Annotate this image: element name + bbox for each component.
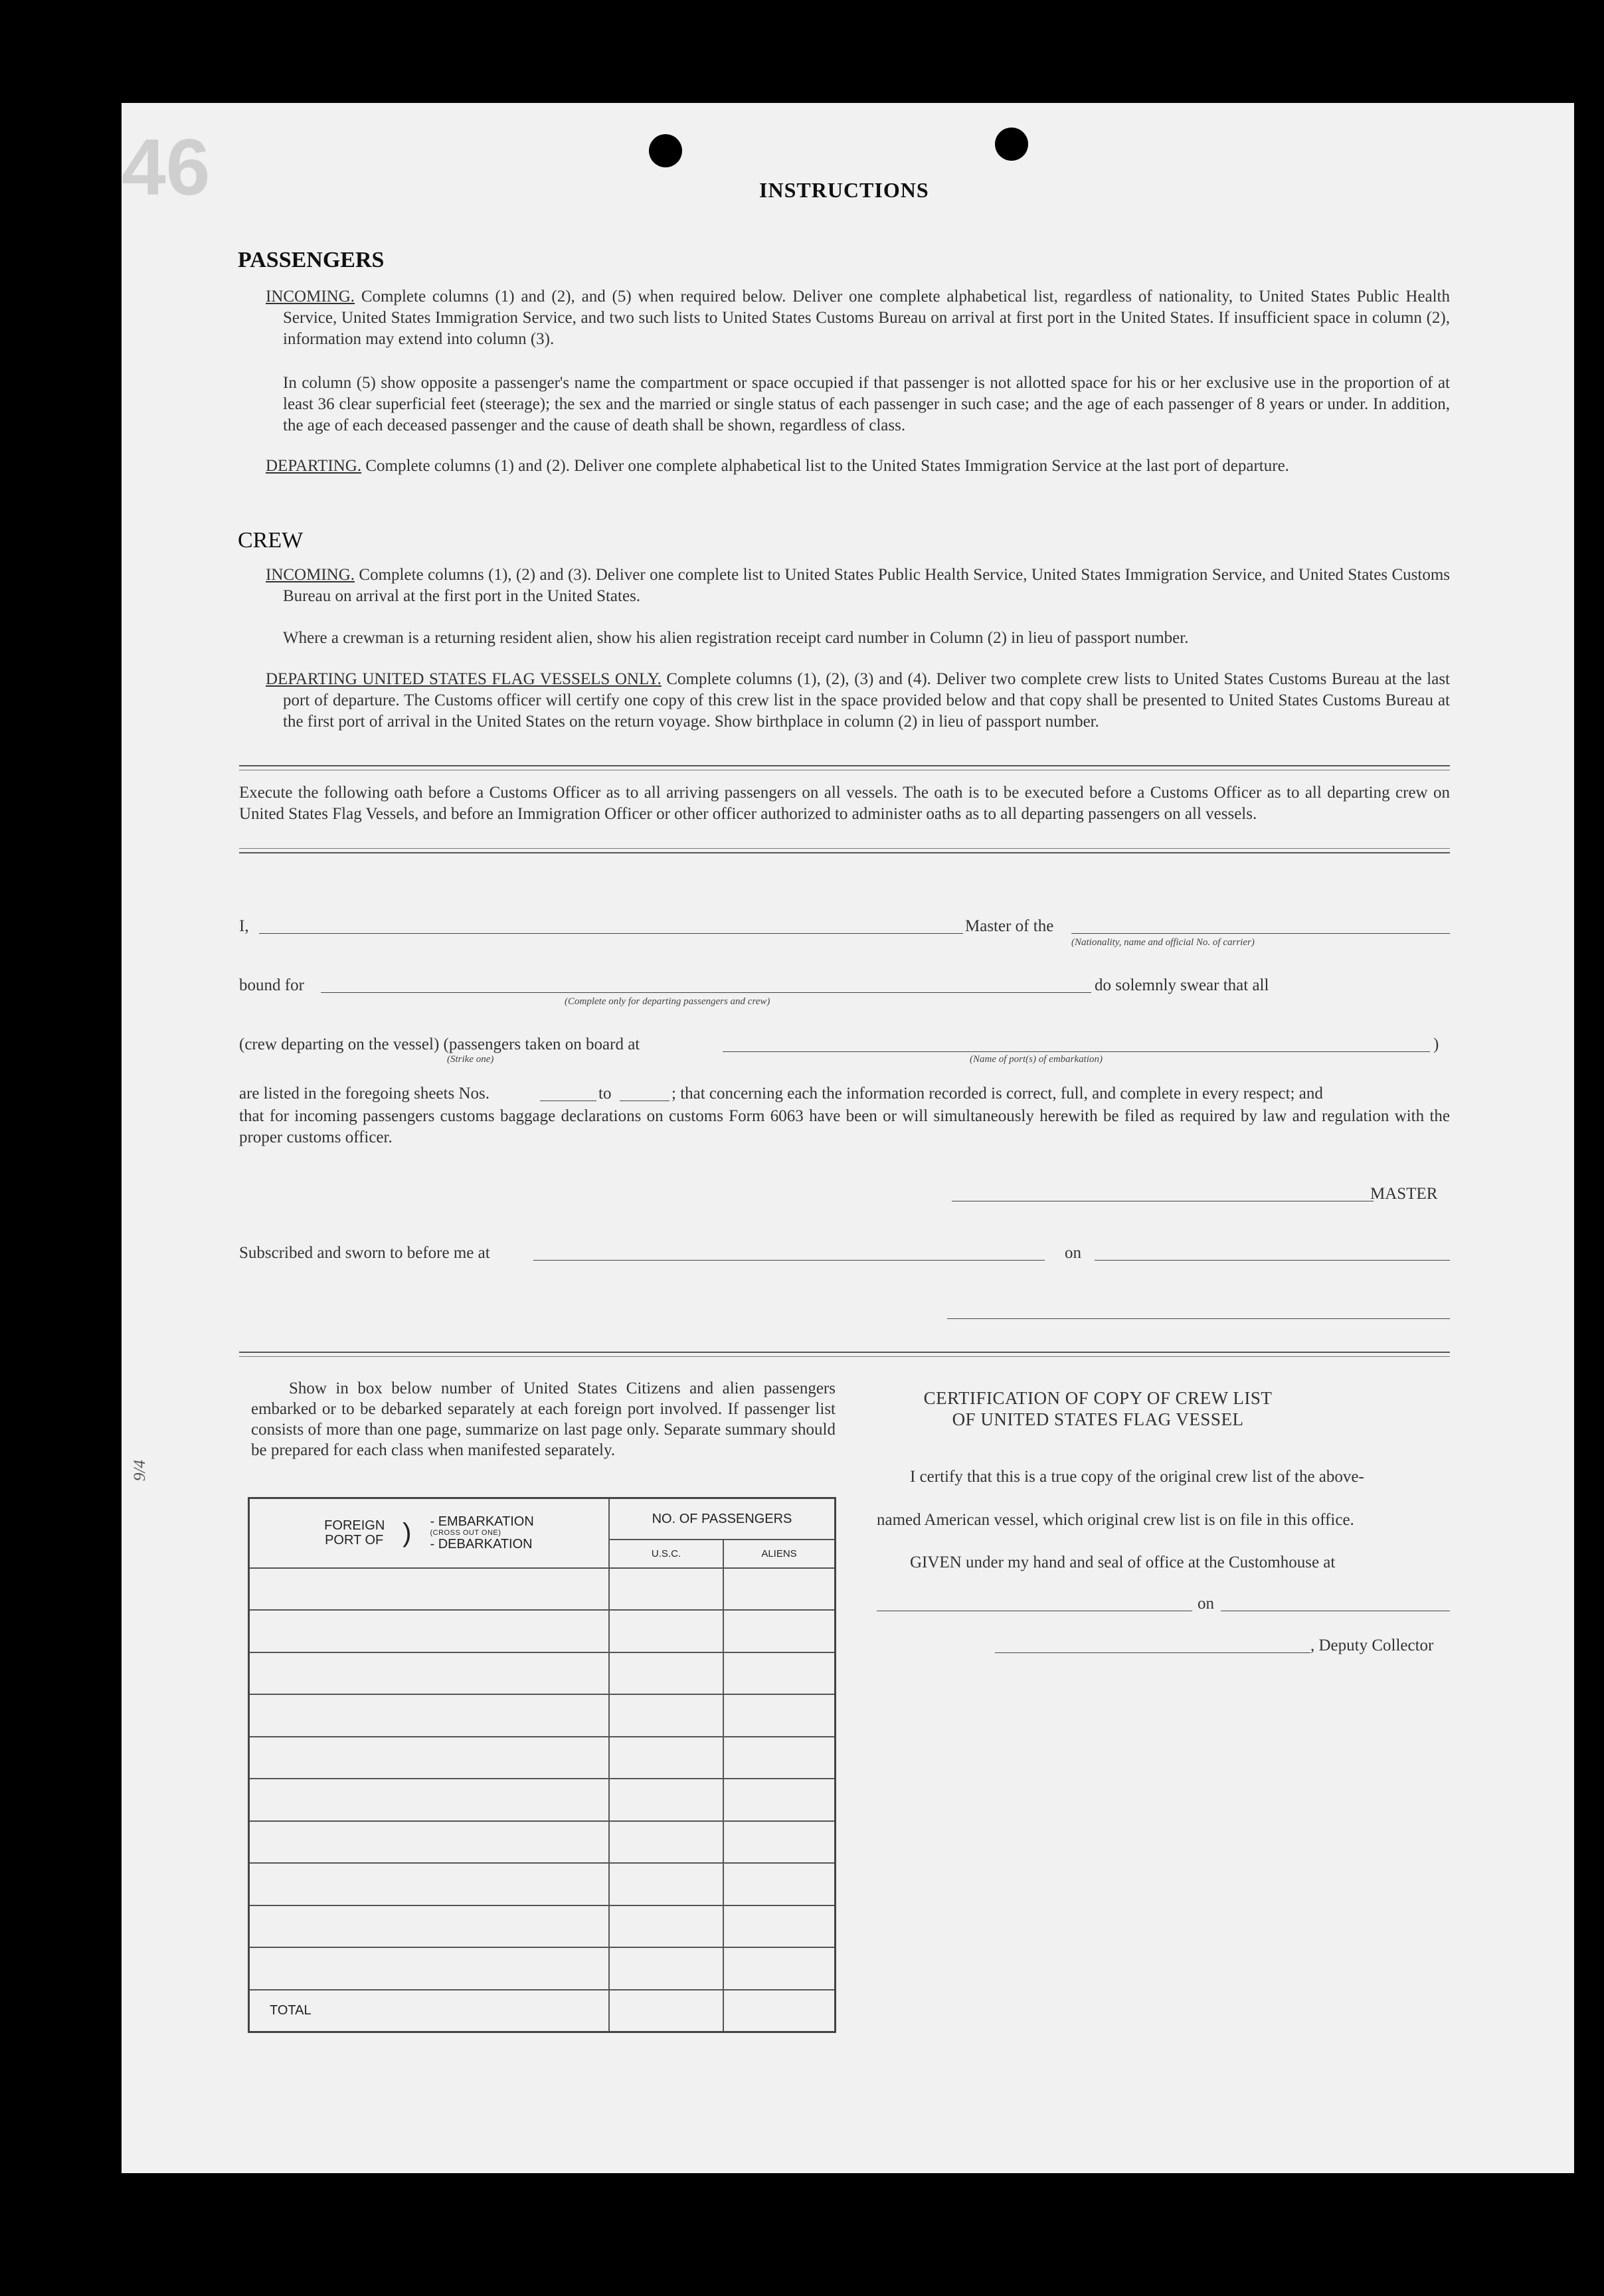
aliens-total-cell[interactable]	[723, 1990, 836, 2032]
named-text: named American vessel, which original crew list is on file in this office.	[877, 1511, 1354, 1529]
aliens-cell[interactable]	[723, 1568, 836, 1611]
punch-hole	[649, 134, 682, 167]
bound-caption: (Complete only for departing passengers and crew)	[565, 996, 770, 1007]
port-header	[249, 1498, 610, 1568]
crew-incoming-text: Complete columns (1), (2) and (3). Deliver one complete list to United States Public Health Service, United States Immigration Service, and United States Customs Bureau on arrival at the first port in the United States.	[283, 566, 1450, 605]
aliens-cell[interactable]	[723, 1652, 836, 1695]
port-cell[interactable]	[249, 1568, 610, 1611]
crew-departing-text: Complete columns (1), (2), (3) and (4). Deliver two complete crew lists to United States Customs Bureau at the last port of departure. The Customs officer will certify one copy of this crew list in the space provided below and that copy shall be presented to United States Customs Bureau at the first port of arrival in the United States on the return voyage. Show birthplace in column (2) in lieu of passport number.	[283, 670, 1450, 731]
bound-for-label: bound for	[239, 976, 304, 994]
oath-intro: Execute the following oath before a Customs Officer as to all arriving passengers on all vessels. The oath is to be executed before a Customs Officer as to all departing crew on United States Flag Vessels, and before an Immigration Officer or other officer authorized to administer oaths as to all departing passengers on all vessels.	[239, 784, 1450, 823]
port-cell[interactable]	[249, 1947, 610, 1990]
passengers-departing-text: Complete columns (1) and (2). Deliver one complete alphabetical list to the United States Immigration Service at the last port of departure.	[361, 457, 1289, 475]
usc-total-cell[interactable]	[609, 1990, 723, 2032]
page-title: INSTRUCTIONS	[759, 178, 929, 202]
embarkation-port-line[interactable]	[723, 1051, 1430, 1052]
table-row	[249, 1568, 836, 1611]
aliens-cell[interactable]	[723, 1779, 836, 1821]
usc-cell[interactable]	[609, 1610, 723, 1652]
table-row	[249, 1821, 836, 1864]
table-row	[249, 1779, 836, 1821]
passengers-departing-paragraph	[266, 456, 1450, 477]
bound-for-line[interactable]	[321, 992, 1091, 993]
divider	[239, 1356, 1450, 1357]
usc-cell[interactable]	[609, 1568, 723, 1611]
no-of-passengers-header: NO. OF PASSENGERS	[609, 1498, 836, 1540]
listed-post: ; that concerning each the information recorded is correct, full, and complete in every respect; and	[671, 1085, 1323, 1103]
divider	[239, 852, 1450, 853]
table-row	[249, 1905, 836, 1948]
incoming-label: INCOMING.	[266, 288, 355, 306]
port-cell[interactable]	[249, 1610, 610, 1652]
embarkation-label: - EMBARKATION	[430, 1514, 534, 1530]
usc-cell[interactable]	[609, 1863, 723, 1905]
punch-hole	[995, 128, 1028, 161]
swear-label: do solemnly swear that all	[1095, 976, 1269, 994]
certification-title-line1: CERTIFICATION OF COPY OF CREW LIST	[923, 1388, 1273, 1408]
summary-instructions: Show in box below number of United States Citizens and alien passengers embarked or to be debarked separately at each foreign port involved. If passenger list consists of more than one page, summarize on last page only. Separate summary should be prepared for each class when manifested separately.	[251, 1379, 836, 1459]
given-text: GIVEN under my hand and seal of office at the Customhouse at	[910, 1553, 1336, 1571]
usc-cell[interactable]	[609, 1947, 723, 1990]
port-cell[interactable]	[249, 1821, 610, 1864]
aliens-cell[interactable]	[723, 1821, 836, 1864]
table-row	[249, 1652, 836, 1695]
table-row	[249, 1694, 836, 1737]
subscribed-place-line[interactable]	[533, 1260, 1045, 1261]
listed-rest: that for incoming passengers customs baggage declarations on customs Form 6063 have been or will simultaneously herewith be filed as required by law and regulation with the proper customs officer.	[239, 1107, 1450, 1146]
crew-incoming-label: INCOMING.	[266, 566, 355, 584]
aliens-header: ALIENS	[723, 1540, 836, 1568]
crew-departing-label: (crew departing on the vessel) (passengers taken on board at	[239, 1035, 640, 1053]
usc-cell[interactable]	[609, 1737, 723, 1779]
crew-incoming-paragraph	[266, 565, 1450, 607]
subscribed-date-line[interactable]	[1095, 1260, 1450, 1261]
aliens-cell[interactable]	[723, 1905, 836, 1948]
certify-text: I certify that this is a true copy of the original crew list of the above-	[910, 1468, 1364, 1486]
deputy-signature-line[interactable]	[995, 1652, 1310, 1653]
oath-i-label: I,	[239, 917, 249, 935]
deputy-collector-label: , Deputy Collector	[1310, 1636, 1434, 1654]
port-cell[interactable]	[249, 1905, 610, 1948]
port-col-label: FOREIGN PORT OF	[324, 1518, 385, 1548]
divider	[239, 765, 1450, 766]
ports-caption: (Name of port(s) of embarkation)	[970, 1054, 1103, 1065]
master-name-line[interactable]	[259, 933, 963, 934]
aliens-cell[interactable]	[723, 1947, 836, 1990]
usc-cell[interactable]	[609, 1905, 723, 1948]
margin-note: 9/4	[130, 1460, 149, 1481]
aliens-cell[interactable]	[723, 1737, 836, 1779]
master-of-label: Master of the	[965, 917, 1054, 935]
brace-icon: )	[402, 1518, 412, 1548]
table-row	[249, 1610, 836, 1652]
usc-header: U.S.C.	[609, 1540, 723, 1568]
cross-out-label: (CROSS OUT ONE)	[430, 1529, 501, 1538]
departing-label: DEPARTING.	[266, 457, 362, 475]
total-row	[249, 1990, 836, 2032]
certification-title-line2: OF UNITED STATES FLAG VESSEL	[952, 1409, 1244, 1429]
table-row	[249, 1863, 836, 1905]
port-cell[interactable]	[249, 1737, 610, 1779]
divider	[239, 848, 1450, 849]
port-cell[interactable]	[249, 1779, 610, 1821]
aliens-cell[interactable]	[723, 1694, 836, 1737]
crew-resident-paragraph: Where a crewman is a returning resident alien, show his alien registration receipt card number in Column (2) in lieu of passport number.	[283, 629, 1189, 647]
nationality-caption: (Nationality, name and official No. of carrier)	[1071, 937, 1255, 948]
listed-to: to	[598, 1085, 612, 1103]
subscribed-label: Subscribed and sworn to before me at	[239, 1244, 490, 1262]
officer-signature-line[interactable]	[947, 1318, 1450, 1319]
carrier-line[interactable]	[1071, 933, 1450, 934]
close-paren: )	[1433, 1035, 1439, 1053]
port-cell[interactable]	[249, 1694, 610, 1737]
aliens-cell[interactable]	[723, 1863, 836, 1905]
total-label: TOTAL	[249, 1990, 610, 2032]
port-cell[interactable]	[249, 1863, 610, 1905]
cert-on-label: on	[1198, 1595, 1214, 1613]
column5-paragraph: In column (5) show opposite a passenger's name the compartment or space occupied if that passenger is not allotted space for his or her exclusive use in the proportion of at least 36 clear superficial feet (steerage); the sex and the married or single status of each passenger in such case; and the age of each passenger of 8 years or under. In addition, the age of each deceased passenger and the cause of death shall be shown, regardless of class.	[283, 374, 1450, 434]
crew-departing-paragraph	[266, 669, 1450, 733]
usc-cell[interactable]	[609, 1694, 723, 1737]
usc-cell[interactable]	[609, 1779, 723, 1821]
crew-heading: CREW	[238, 528, 304, 553]
debarkation-label: - DEBARKATION	[430, 1537, 533, 1552]
usc-cell[interactable]	[609, 1652, 723, 1695]
divider	[239, 1352, 1450, 1353]
passenger-summary-table	[248, 1497, 836, 2033]
table-row	[249, 1947, 836, 1990]
passengers-incoming-paragraph	[266, 286, 1450, 350]
passengers-heading: PASSENGERS	[238, 248, 385, 272]
port-cell[interactable]	[249, 1652, 610, 1695]
aliens-cell[interactable]	[723, 1610, 836, 1652]
table-row	[249, 1737, 836, 1779]
passengers-incoming-text: Complete columns (1) and (2), and (5) when required below. Deliver one complete alphabetical list, regardless of nationality, to United States Public Health Service, United States Immigration Service, and two such lists to United States Customs Bureau on arrival at first port in the United States. If insufficient space in column (2), information may extend into column (3).	[283, 288, 1450, 348]
strike-caption: (Strike one)	[447, 1054, 494, 1065]
form-page	[122, 103, 1574, 2173]
crew-departing-label: DEPARTING UNITED STATES FLAG VESSELS ONLY.	[266, 670, 662, 688]
master-label: MASTER	[1370, 1185, 1438, 1203]
usc-cell[interactable]	[609, 1821, 723, 1864]
listed-pre: are listed in the foregoing sheets Nos.	[239, 1085, 490, 1103]
subscribed-on-label: on	[1065, 1244, 1081, 1262]
page-number-stamp: 46	[122, 123, 211, 212]
